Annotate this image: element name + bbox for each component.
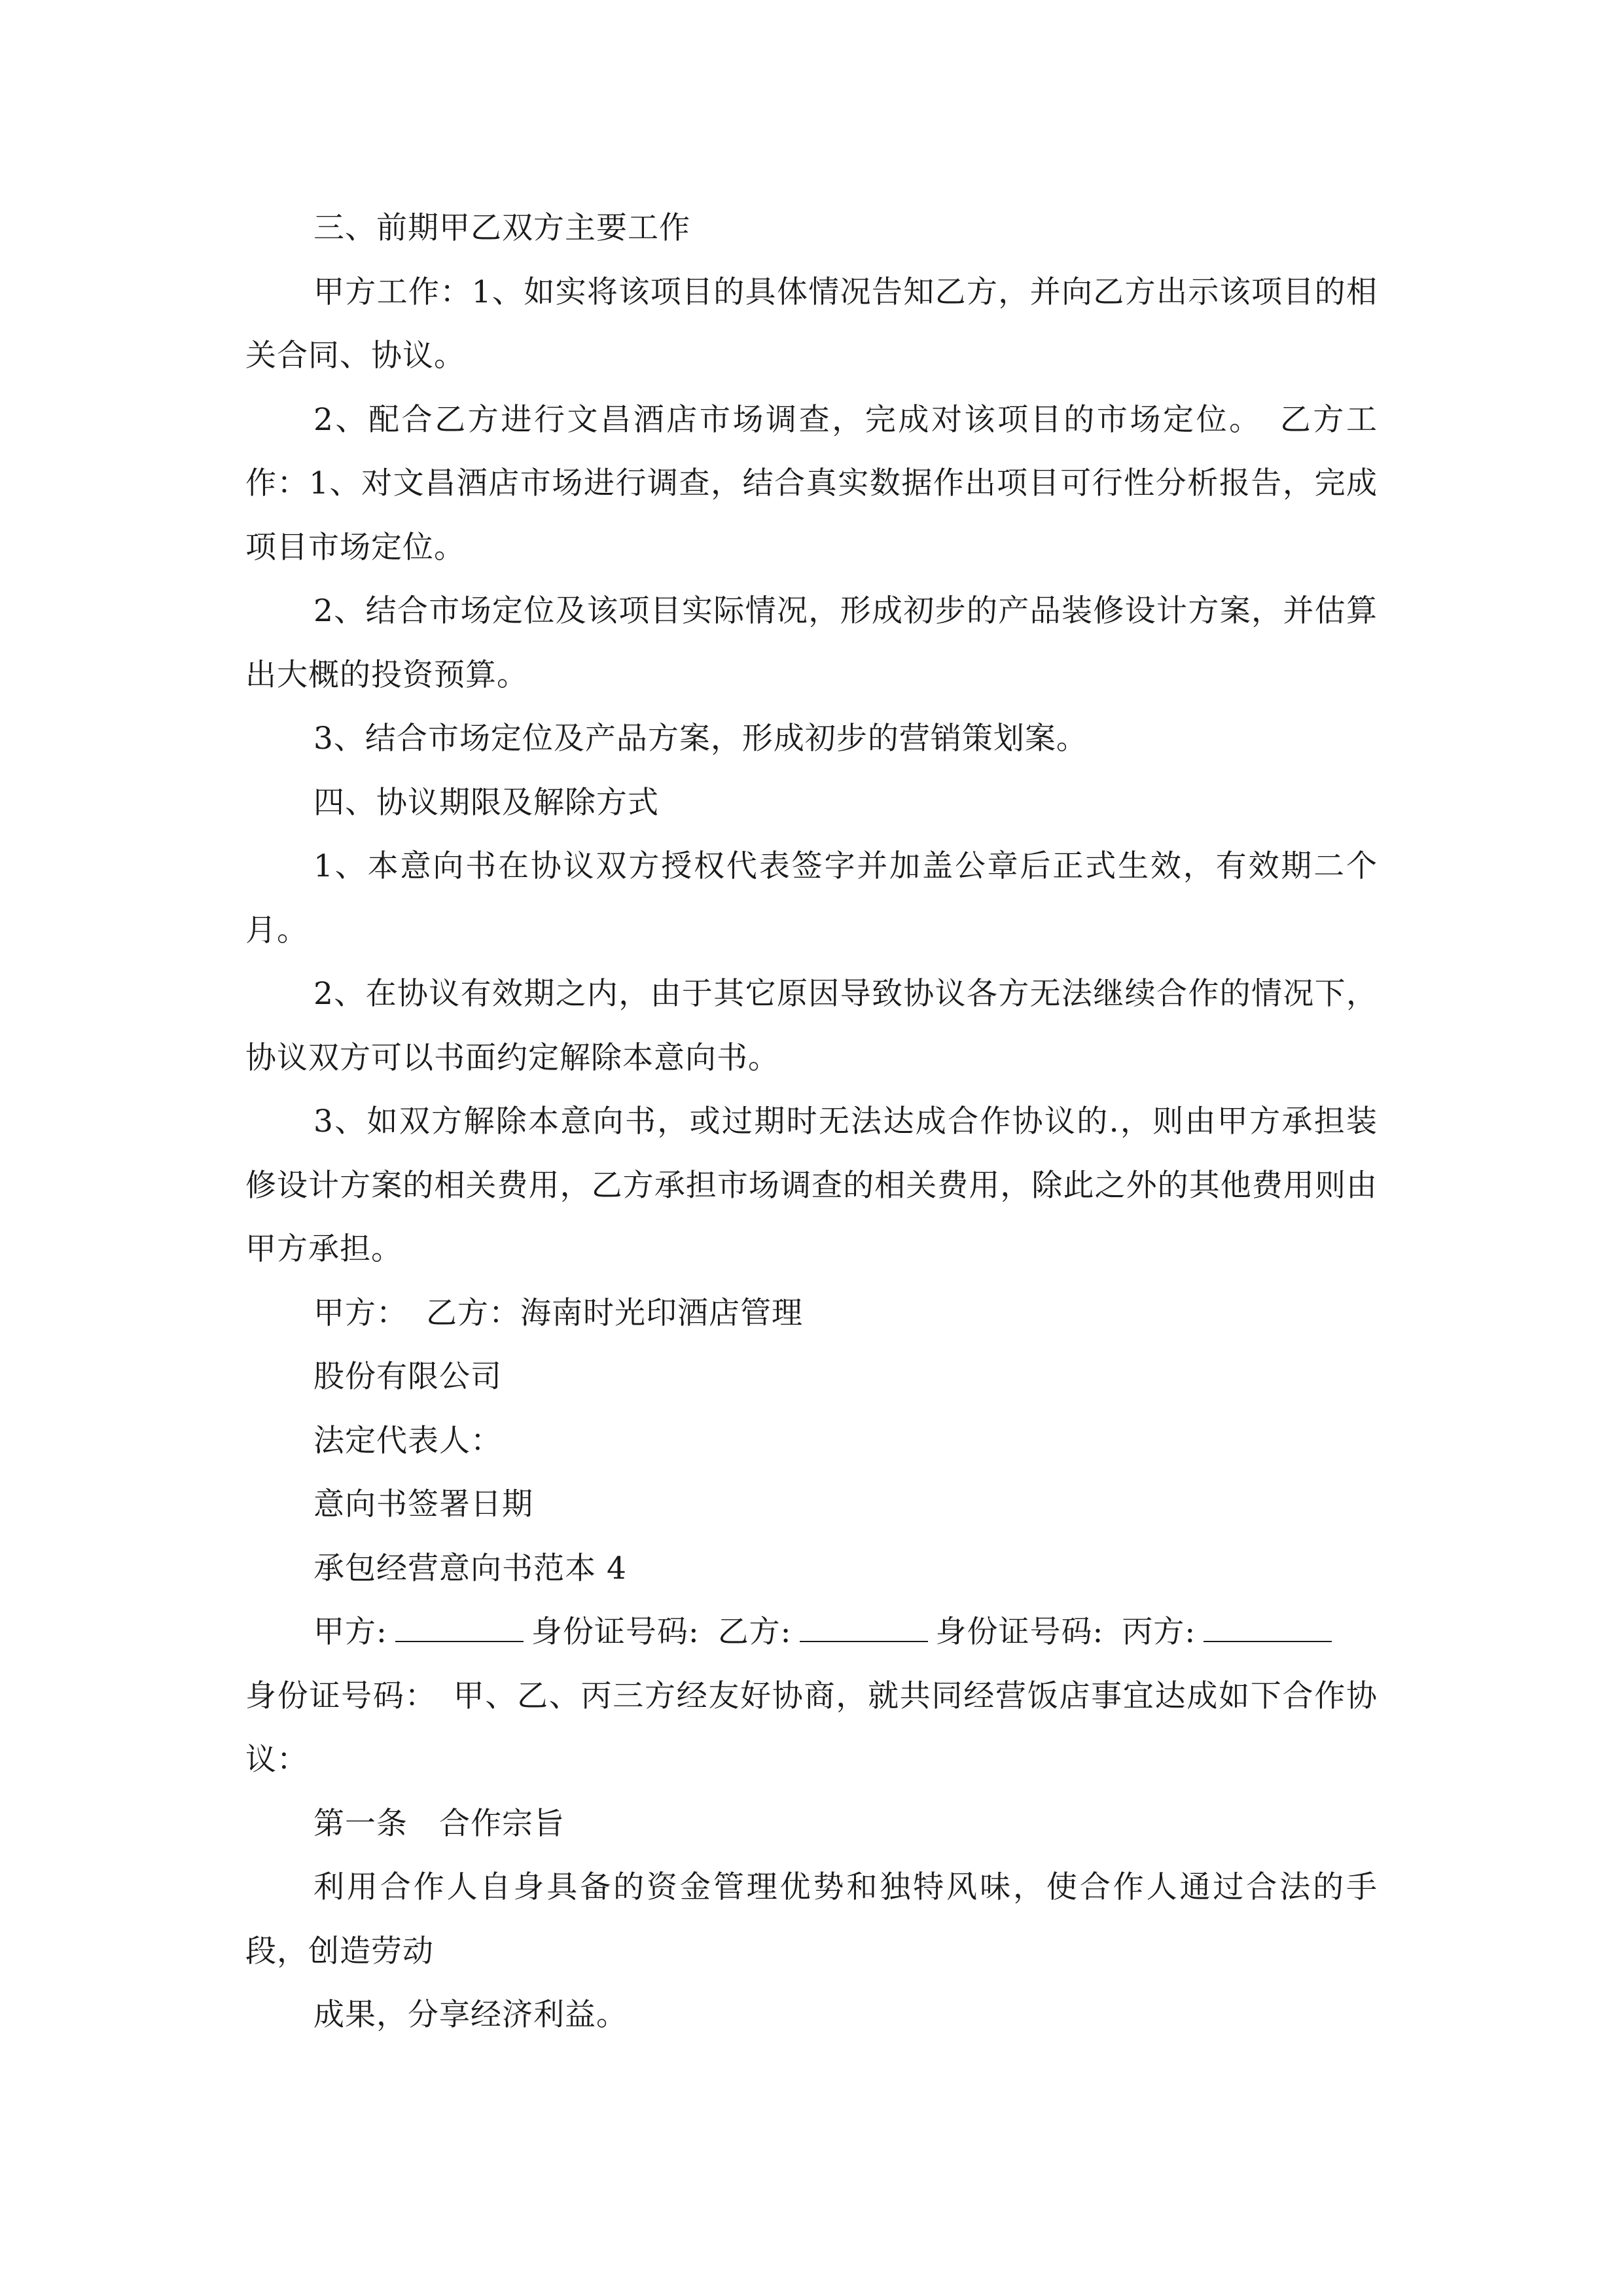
id-number-label: 身份证号码: xyxy=(531,1614,700,1650)
paragraph: 2、在协议有效期之内，由于其它原因导致协议各方无法继续合作的情况下，协议双方可以书面约定解除本意向书。 xyxy=(245,976,1378,1076)
party-b-label: 乙方: xyxy=(717,1614,792,1650)
party-a-blank xyxy=(395,1612,524,1642)
parties-fill-line xyxy=(245,1600,1378,1664)
party-b-label: 乙方：海南时光印酒店管理 xyxy=(426,1295,803,1331)
parties-paragraph: 身份证号码： 甲、乙、丙三方经友好协商，就共同经营饭店事宜达成如下合作协议： xyxy=(245,1677,1378,1778)
document-body xyxy=(245,196,1378,2047)
party-b-blank xyxy=(800,1612,928,1642)
id-number-label: 身份证号码: xyxy=(935,1614,1104,1650)
paragraph: 2、结合市场定位及该项目实际情况，形成初步的产品装修设计方案，并估算出大概的投资预算。 xyxy=(245,593,1378,693)
heading-section-4: 四、协议期限及解除方式 xyxy=(313,784,659,821)
legal-representative: 法定代表人： xyxy=(313,1422,502,1459)
article-1-title: 第一条 合作宗旨 xyxy=(313,1805,565,1842)
party-a-label: 甲方: xyxy=(313,1614,387,1650)
party-c-label: 丙方: xyxy=(1122,1614,1196,1650)
paragraph: 1、本意向书在协议双方授权代表签字并加盖公章后正式生效，有效期二个月。 xyxy=(245,848,1378,948)
signature-company: 股份有限公司 xyxy=(313,1359,502,1395)
section-title: 承包经营意向书范本 4 xyxy=(313,1550,627,1587)
paragraph: 甲方工作：1、如实将该项目的具体情况告知乙方，并向乙方出示该项目的相关合同、协议。 xyxy=(245,274,1378,374)
signing-date: 意向书签署日期 xyxy=(313,1486,533,1522)
party-c-blank xyxy=(1204,1612,1332,1642)
paragraph: 2、配合乙方进行文昌酒店市场调查，完成对该项目的市场定位。 乙方工作：1、对文昌酒店市场进行调查，结合真实数据作出项目可行性分析报告，完成项目市场定位。 xyxy=(245,401,1378,565)
party-a-label: 甲方： xyxy=(313,1295,408,1331)
signature-parties xyxy=(245,1282,1378,1346)
paragraph: 3、结合市场定位及产品方案，形成初步的营销策划案。 xyxy=(313,721,1088,757)
article-1-text: 利用合作人自身具备的资金管理优势和独特风味，使合作人通过合法的手段，创造劳动 xyxy=(245,1869,1378,1969)
paragraph: 3、如双方解除本意向书，或过期时无法达成合作协议的.，则由甲方承担装修设计方案的相关费用，乙方承担市场调查的相关费用，除此之外的其他费用则由甲方承担。 xyxy=(245,1103,1378,1267)
heading-section-3: 三、前期甲乙双方主要工作 xyxy=(313,210,690,246)
article-1-continuation: 成果，分享经济利益。 xyxy=(313,1997,628,2033)
